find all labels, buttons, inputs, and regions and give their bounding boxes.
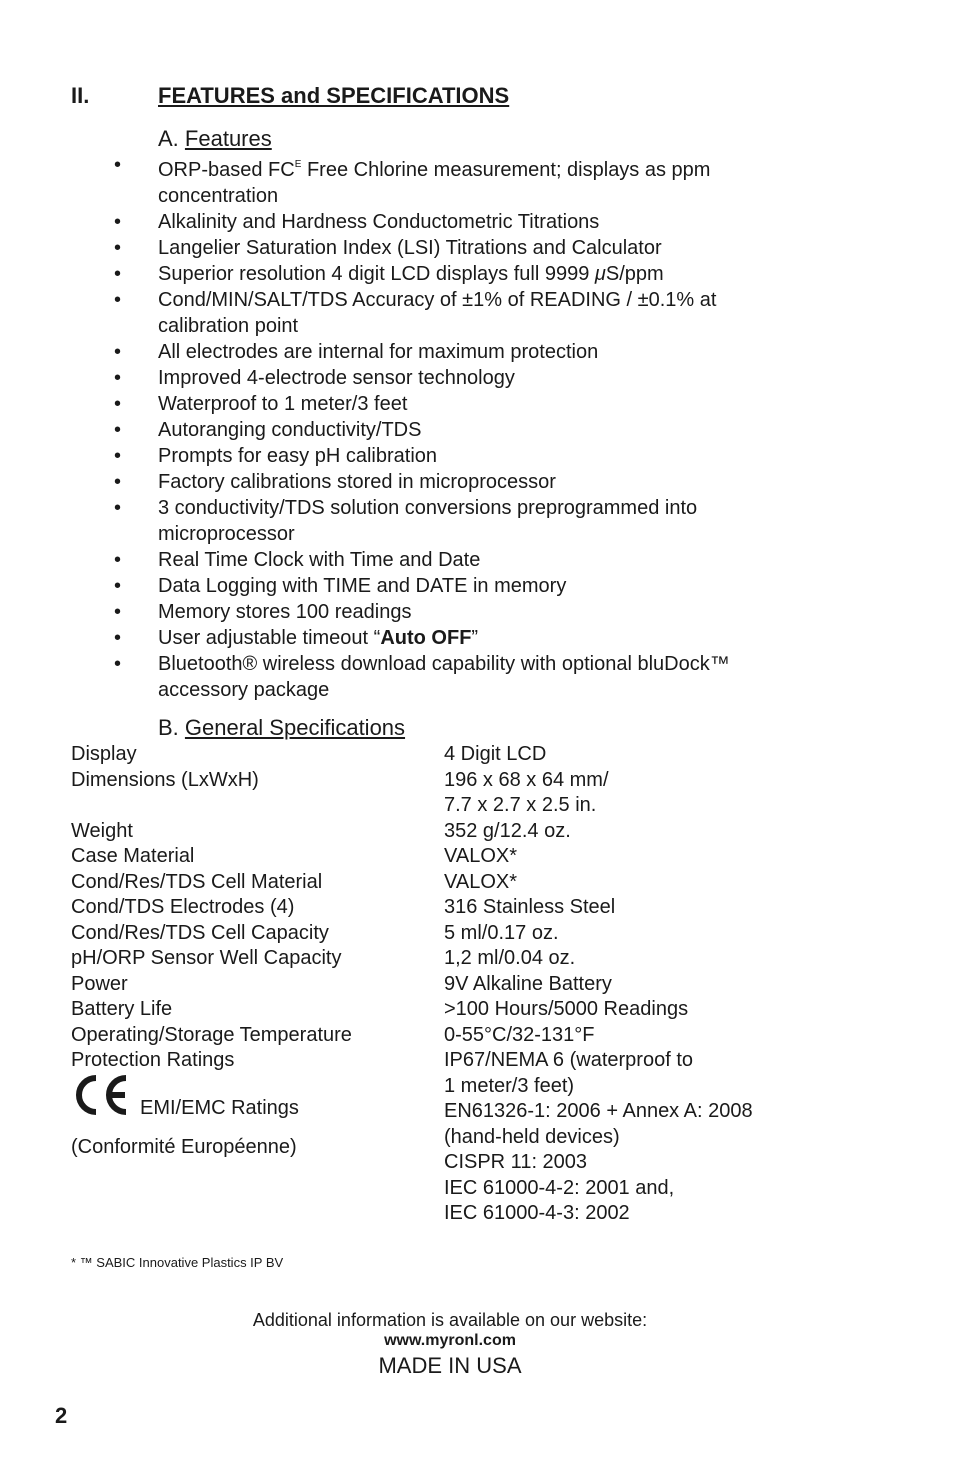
bullet-icon: • (114, 497, 122, 519)
spec-value: 352 g/12.4 oz. (444, 819, 571, 842)
bullet-icon: • (114, 289, 122, 311)
feature-item (0, 365, 788, 391)
spec-value: 1 meter/3 feet) (444, 1074, 575, 1097)
bullet-icon: • (114, 575, 122, 597)
section-number: II. (71, 83, 90, 108)
feature-text-pre: ORP-based FC (158, 159, 295, 181)
bullet-icon: • (114, 367, 122, 389)
specs-subheading (158, 715, 405, 741)
feature-text: Factory calibrations stored in microprocessor (158, 471, 556, 493)
spec-value: 1,2 ml/0.04 oz. (444, 947, 576, 969)
emi-value: CISPR 11: 2003 (444, 1151, 588, 1173)
feature-text: Langelier Saturation Index (LSI) Titrations and Calculator (158, 237, 662, 259)
feature-item (0, 651, 788, 703)
website-link[interactable]: www.myronl.com (384, 1332, 516, 1349)
bullet-icon: • (114, 211, 122, 233)
feature-item (0, 417, 788, 443)
feature-text: Data Logging with TIME and DATE in memory (158, 575, 567, 597)
feature-text-pre: Superior resolution 4 digit LCD displays full 9999 (158, 263, 595, 285)
feature-text (158, 263, 664, 285)
feature-text: Improved 4-electrode sensor technology (158, 367, 515, 389)
features-subheading (158, 126, 272, 152)
spec-value: 7.7 x 2.7 x 2.5 in. (444, 794, 597, 816)
feature-text: Memory stores 100 readings (158, 601, 412, 623)
spec-value: VALOX* (444, 870, 517, 893)
emi-value: EN61326-1: 2006 + Annex A: 2008 (444, 1100, 753, 1122)
feature-item (0, 547, 788, 573)
spec-label: Operating/Storage Temperature (71, 1023, 352, 1046)
spec-label: Display (71, 743, 137, 765)
feature-item (0, 469, 788, 495)
bullet-icon: • (114, 237, 122, 259)
spec-label: Case Material (71, 845, 195, 867)
features-heading: Features (184, 126, 272, 151)
spec-label: Battery Life (71, 998, 173, 1020)
feature-text (158, 627, 478, 649)
specs-letter: B. (158, 715, 179, 740)
made-in-label: MADE IN USA (378, 1353, 522, 1378)
feature-text-bold: Auto OFF (380, 627, 472, 649)
spec-value: 196 x 68 x 64 mm/ (444, 768, 609, 791)
feature-text: Autoranging conductivity/TDS (158, 419, 422, 441)
bullet-icon: • (114, 154, 122, 176)
feature-text-post: S/ppm (605, 263, 664, 285)
feature-item (0, 391, 788, 417)
feature-text: All electrodes are internal for maximum protection (158, 341, 599, 363)
ce-mark-icon (71, 1073, 129, 1117)
feature-text: Prompts for easy pH calibration (158, 445, 438, 467)
feature-item (0, 599, 788, 625)
spec-value: VALOX* (444, 845, 517, 867)
section-title: FEATURES and SPECIFICATIONS (158, 83, 510, 108)
spec-label: Dimensions (LxWxH) (71, 768, 259, 791)
feature-text (158, 159, 710, 207)
features-letter: A. (158, 126, 179, 151)
feature-item (0, 287, 788, 339)
features-list (0, 152, 954, 703)
feature-text: Bluetooth® wireless download capability with optional bluDock™ accessory package (158, 653, 730, 701)
spec-label: Weight (71, 819, 133, 842)
spec-label: Cond/Res/TDS Cell Material (71, 870, 323, 893)
emi-value: (hand-held devices) (444, 1125, 620, 1148)
bullet-icon: • (114, 393, 122, 415)
feature-item (0, 495, 788, 547)
feature-text-post: ” (471, 627, 479, 649)
feature-item (0, 261, 788, 287)
emi-label: EMI/EMC Ratings (140, 1097, 299, 1119)
bullet-icon: • (114, 445, 122, 467)
feature-text-post: Free Chlorine measurement; displays as ppm concentration (158, 159, 711, 207)
page-number: 2 (55, 1403, 68, 1428)
emi-value: IEC 61000-4-3: 2002 (444, 1202, 630, 1224)
bullet-icon: • (114, 263, 122, 285)
feature-text: Real Time Clock with Time and Date (158, 549, 481, 571)
feature-item (0, 625, 788, 651)
micro-symbol: μ (594, 263, 606, 285)
spec-value: 4 Digit LCD (444, 743, 547, 765)
spec-label: Cond/Res/TDS Cell Capacity (71, 921, 329, 944)
spec-value: 316 Stainless Steel (444, 896, 616, 918)
spec-value: 0-55°C/32-131°F (444, 1023, 595, 1046)
spec-label: Power (71, 972, 128, 995)
emi-sublabel: (Conformité Européenne) (71, 1136, 297, 1158)
feature-item (0, 339, 788, 365)
feature-item (0, 209, 788, 235)
feature-text: Alkalinity and Hardness Conductometric Titrations (158, 211, 600, 233)
emi-value: IEC 61000-4-2: 2001 and, (444, 1176, 675, 1199)
spec-value: IP67/NEMA 6 (waterproof to (444, 1049, 694, 1071)
additional-info: Additional information is available on our website: (252, 1310, 648, 1330)
feature-text: Cond/MIN/SALT/TDS Accuracy of ±1% of READING / ±0.1% at calibration point (158, 289, 717, 337)
feature-item (0, 573, 788, 599)
feature-text-sup: E (294, 159, 302, 170)
feature-text: Waterproof to 1 meter/3 feet (158, 393, 408, 415)
spec-label: Protection Ratings (71, 1049, 235, 1071)
bullet-icon: • (114, 601, 122, 623)
bullet-icon: • (114, 419, 122, 441)
specs-heading: General Specifications (184, 715, 406, 740)
bullet-icon: • (114, 471, 122, 493)
spec-value: 9V Alkaline Battery (444, 972, 612, 995)
feature-text-pre: User adjustable timeout “ (158, 627, 381, 649)
spec-value: 5 ml/0.17 oz. (444, 921, 559, 944)
bullet-icon: • (114, 549, 122, 571)
spec-label: Cond/TDS Electrodes (4) (71, 896, 295, 918)
feature-item (0, 443, 788, 469)
bullet-icon: • (114, 627, 122, 649)
spec-value: >100 Hours/5000 Readings (444, 998, 689, 1020)
spec-label: pH/ORP Sensor Well Capacity (71, 947, 342, 969)
feature-item (0, 235, 788, 261)
footnote: * ™ SABIC Innovative Plastics IP BV (71, 1255, 284, 1270)
feature-text: 3 conductivity/TDS solution conversions preprogrammed into microprocessor (158, 497, 698, 545)
bullet-icon: • (114, 341, 122, 363)
bullet-icon: • (114, 653, 122, 675)
feature-item (0, 152, 788, 209)
